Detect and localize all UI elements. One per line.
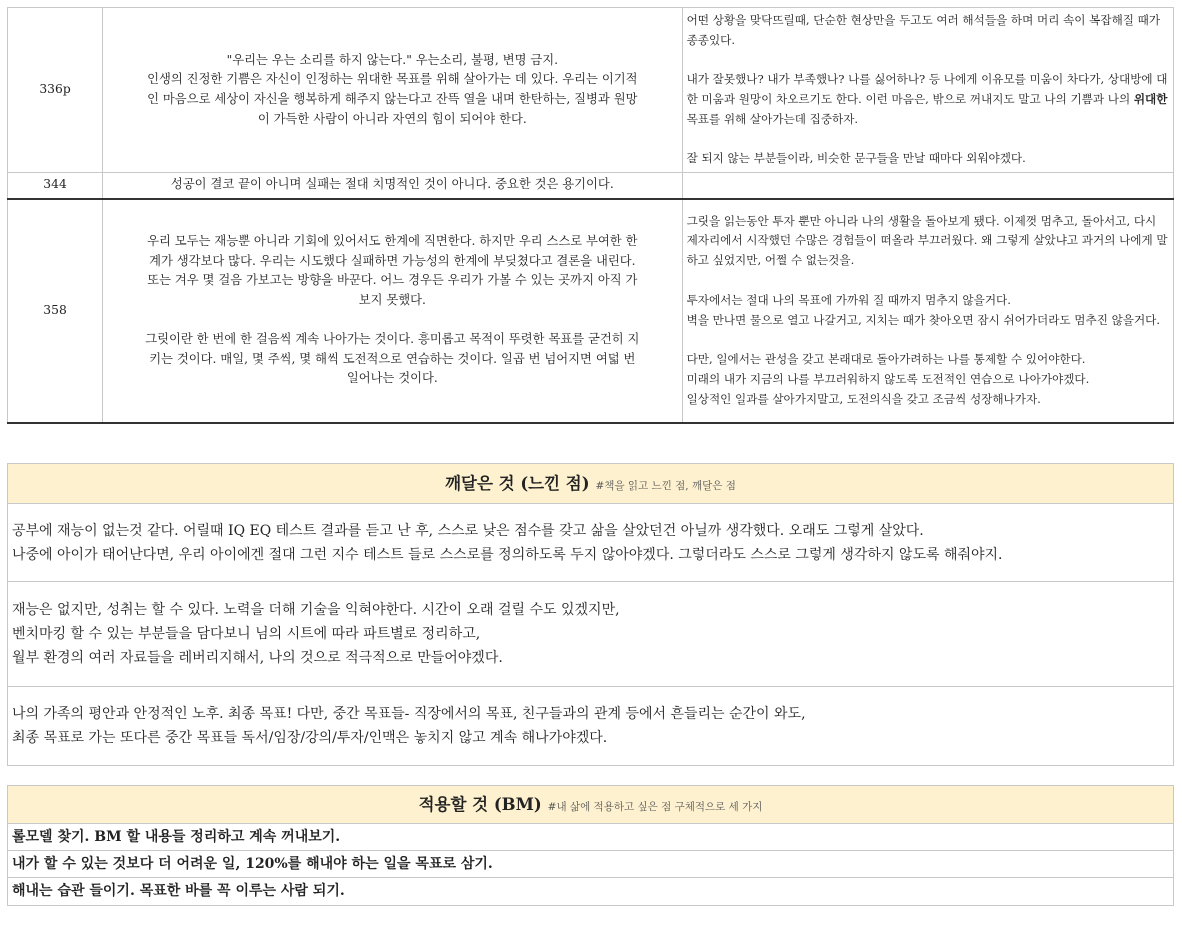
- text-line: 나중에 아이가 태어난다면, 우리 아이에겐 절대 그런 지수 테스트 들로 스스로를 정의하도록 두지 않아야겠다. 그렇더라도 스스로 그렇게 생각하지 않도록 해줘야지.: [12, 546, 1003, 563]
- section-title: 적용할 것 (BM): [418, 795, 542, 814]
- note-paragraph: 그릿을 읽는동안 투자 뿐만 아니라 나의 생활을 돌아보게 됐다. 이제껏 멈추고, 돌아서고, 다시 제자리에서 시작했던 수많은 경험들이 떠올라 부끄러웠다. 왜 그렇게 살았냐고 과거의 나에게 말하고 싶었지만, 어쩔 수 없는것을.: [686, 213, 1168, 268]
- reflection-note: [682, 199, 1173, 423]
- quote-row: [8, 173, 1174, 199]
- note-paragraph: 잘 되지 않는 부분들이라, 비슷한 문구들을 만날 때마다 외워야겠다.: [686, 151, 1026, 166]
- quote-line: 보지 못했다.: [358, 292, 426, 307]
- realize-item: [8, 582, 1173, 687]
- page-number: 358: [8, 199, 103, 423]
- quote-text: [103, 8, 682, 173]
- note-text: 목표를 위해 살아가는데 집중하자.: [686, 111, 859, 126]
- section-subtitle: #내 삶에 적용하고 싶은 점 구체적으로 세 가지: [547, 801, 763, 813]
- quote-text: 성공이 결코 끝이 아니며 실패는 절대 치명적인 것이 아니다. 중요한 것은 용기이다.: [103, 173, 682, 199]
- page-number: 344: [8, 173, 103, 199]
- note-bold-text: 위대한: [1133, 92, 1168, 106]
- apply-item: 롤모델 찾기. BM 할 내용들 정리하고 계속 꺼내보기.: [8, 824, 1173, 851]
- quote-line: 그릿이란 한 번에 한 걸음씩 계속 나아가는 것이다. 흥미롭고 목적이 뚜렷한 목표를 굳건히 지: [145, 332, 640, 347]
- quote-line: 인생의 진정한 기쁨은 자신이 인정하는 위대한 목표를 위해 살아가는 데 있다. 우리는 이기적: [147, 72, 638, 87]
- quote-line: 또는 겨우 몇 걸음 가보고는 방향을 바꾼다. 어느 경우든 우리가 가볼 수 있는 곳까지 아직 가: [147, 273, 638, 288]
- section-header: [8, 786, 1173, 824]
- section-title: 깨달은 것 (느낀 점): [445, 474, 590, 493]
- note-paragraph: 미래의 내가 지금의 나를 부끄러워하지 않도록 도전적인 연습으로 나아가야겠다.: [686, 371, 1090, 386]
- realize-item: [8, 504, 1173, 582]
- note-paragraph: 벽을 만나면 물으로 열고 나갈거고, 지치는 때가 찾아오면 잠시 쉬어가더라도 멈추진 않을거다.: [686, 312, 1161, 327]
- section-header: [8, 464, 1173, 504]
- quote-line: "우리는 우는 소리를 하지 않는다." 우는소리, 불평, 변명 금지.: [226, 52, 559, 67]
- note-paragraph: 다만, 일에서는 관성을 갖고 본래대로 돌아가려하는 나를 통제할 수 있어야한다.: [686, 352, 1086, 367]
- note-paragraph: 투자에서는 절대 나의 목표에 가까워 질 때까지 멈추지 않을거다.: [686, 292, 1011, 307]
- text-line: 공부에 재능이 없는것 같다. 어릴때 IQ EQ 테스트 결과를 듣고 난 후, 스스로 낮은 점수를 갖고 삶을 살았던건 아닐까 생각했다. 오래도 그렇게 살았다.: [12, 522, 924, 539]
- quote-line: 키는 것이다. 매일, 몇 주씩, 몇 해씩 도전적으로 연습하는 것이다. 일곱 번 넘어지면 여덟 번: [149, 351, 636, 366]
- text-line: 벤치마킹 할 수 있는 부분들을 담다보니 님의 시트에 따라 파트별로 정리하고,: [12, 626, 481, 642]
- reflection-note: [682, 8, 1173, 173]
- realize-section: [7, 463, 1174, 766]
- text-line: 재능은 없지만, 성취는 할 수 있다. 노력을 더해 기술을 익혀야한다. 시간이 오래 걸릴 수도 있겠지만,: [12, 602, 620, 618]
- apply-section: [7, 785, 1174, 906]
- section-subtitle: #책을 읽고 느낀 점, 깨달은 점: [595, 480, 736, 492]
- page-number: 336p: [8, 8, 103, 173]
- apply-item: 해내는 습관 들이기. 목표한 바를 꼭 이루는 사람 되기.: [12, 883, 345, 899]
- text-line: 월부 환경의 여러 자료들을 레버리지해서, 나의 것으로 적극적으로 만들어야겠다.: [12, 650, 503, 666]
- quote-text: [103, 199, 682, 423]
- quote-line: 인 마음으로 세상이 자신을 행복하게 해주지 않는다고 잔뜩 열을 내며 한탄하는, 질병과 원망: [147, 92, 638, 106]
- note-paragraph: [687, 70, 1170, 129]
- note-text: 내가 잘못했나? 내가 부족했나? 나를 싫어하나? 등 나에게 이유모를 미움이 차다가, 상대방에 대한 미움과 원망이 차오르기도 한다. 이런 마음은, 밖으로 꺼내지도 말고 나의 기쁨과 나의: [686, 72, 1168, 106]
- quote-row: [8, 199, 1174, 423]
- realize-item: [8, 687, 1173, 765]
- quote-row: [8, 8, 1174, 173]
- note-paragraph: 일상적인 일과를 살아가지말고, 도전의식을 갖고 조금씩 성장해나가자.: [686, 391, 1041, 406]
- quote-line: 일어나는 것이다.: [346, 371, 438, 386]
- quote-line: 우리 모두는 재능뿐 아니라 기회에 있어서도 한계에 직면한다. 하지만 우리 스스로 부여한 한: [147, 234, 638, 249]
- apply-item: 내가 할 수 있는 것보다 더 어려운 일, 120%를 해내야 하는 일을 목표로 삼기.: [8, 851, 1173, 878]
- note-paragraph: 어떤 상황을 맞닥뜨릴때, 단순한 현상만을 두고도 여러 해석들을 하며 머리 속이 복잡해질 때가 종종있다.: [686, 12, 1161, 47]
- text-line: 최종 목표로 가는 또다른 중간 목표들 독서/임장/강의/투자/인맥은 놓치지 않고 계속 해나가야겠다.: [12, 730, 608, 746]
- quote-line: 계가 생각보다 많다. 우리는 시도했다 실패하면 가능성의 한계에 부딪쳤다고 결론을 내린다.: [149, 253, 636, 268]
- reflection-note: [682, 173, 1173, 199]
- quote-table: [7, 7, 1174, 424]
- quote-line: 이 가득한 사람이 아니라 자연의 힘이 되어야 한다.: [257, 111, 527, 126]
- text-line: 나의 가족의 평안과 안정적인 노후. 최종 목표! 다만, 중간 목표들- 직장에서의 목표, 친구들과의 관계 등에서 흔들리는 순간이 와도,: [12, 706, 806, 722]
